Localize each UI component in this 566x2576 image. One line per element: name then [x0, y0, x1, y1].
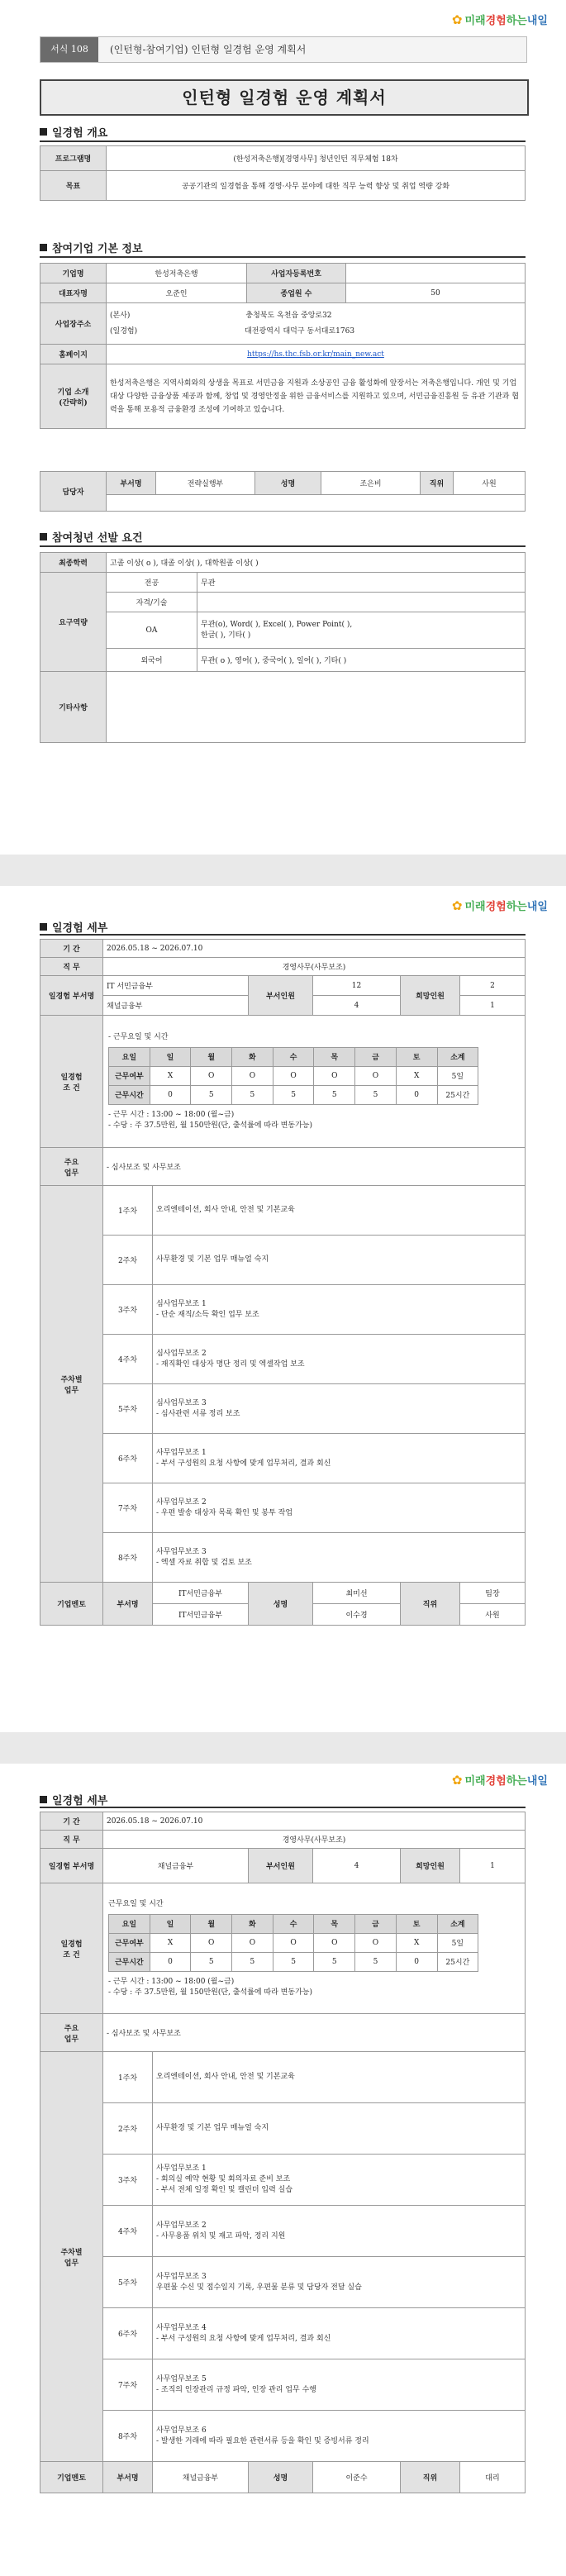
schedule-cell: 5 — [191, 1085, 232, 1104]
logo-icon: ✿ — [451, 1773, 463, 1788]
schedule-cell: O — [232, 1066, 273, 1085]
schedule-header: 일 — [150, 1047, 191, 1066]
schedule-cell: 근무여부 — [109, 1933, 150, 1952]
schedule-cell: 5 — [355, 1085, 397, 1104]
period-label: 기 간 — [40, 1812, 103, 1831]
form-header-bar — [40, 36, 527, 63]
condition-label: 일경험 조 건 — [40, 1016, 103, 1148]
job-value: 경영사무(사무보조) — [103, 1831, 526, 1849]
address-value: (본사) 충청북도 옥천읍 중앙로32 (일경험) 대전광역시 대덕구 동서대로1763 — [107, 303, 526, 345]
schedule-header: 소계 — [437, 1914, 478, 1933]
schedule-cell: 0 — [396, 1085, 437, 1104]
schedule-cell: 근무시간 — [109, 1952, 150, 1971]
schedule-cell: O — [314, 1066, 355, 1085]
schedule-header: 요일 — [109, 1914, 150, 1933]
staff-value: 50 — [346, 283, 526, 303]
schedule-cell: 25시간 — [437, 1085, 478, 1104]
schedule-cell: 5 — [191, 1952, 232, 1971]
schedule-table — [108, 1914, 478, 1972]
company-name: 한성저축은행 — [107, 264, 247, 283]
schedule-cell: 5 — [273, 1085, 314, 1104]
schedule-cell: X — [396, 1933, 437, 1952]
dept-count: 4 — [313, 996, 401, 1016]
cert-label: 자격/기술 — [107, 593, 197, 612]
week-label: 3주차 — [103, 2155, 153, 2206]
requirements-table — [40, 552, 526, 743]
week-label: 8주차 — [103, 2411, 153, 2462]
week-task: 사무업무보조 6 - 발생한 거래에 따라 필요한 관련서류 등을 확인 및 증빙서류 정리 — [153, 2411, 526, 2462]
square-bullet-icon — [40, 128, 47, 136]
goal-label: 목표 — [40, 171, 107, 201]
week-label: 5주차 — [103, 2257, 153, 2308]
program-value: (한성저축은행)[경영사무] 청년인턴 직무체험 18차 — [107, 146, 526, 171]
main-task-value: - 심사보조 및 사무보조 — [103, 2014, 526, 2052]
week-label: 6주차 — [103, 2308, 153, 2359]
contact-dept: 전략실행부 — [156, 472, 255, 495]
week-task: 사무업무보조 1 - 회의실 예약 현황 및 회의자료 준비 보조 - 부서 전체 일정 확인 및 캘린더 입력 실습 — [153, 2155, 526, 2206]
schedule-cell: O — [273, 1933, 314, 1952]
mentor-rank-label: 직위 — [401, 1583, 460, 1626]
dept-section-label: 일경험 부서명 — [40, 976, 103, 1016]
job-value: 경영사무(사무보조) — [103, 958, 526, 976]
week-label: 1주차 — [103, 1186, 153, 1236]
dept-count: 12 — [313, 976, 401, 996]
section-rule — [40, 545, 526, 547]
period-value: 2026.05.18 ~ 2026.07.10 — [103, 940, 526, 958]
week-task: 오리엔테이션, 회사 안내, 안전 및 기본교육 — [153, 1186, 526, 1236]
cert-value — [197, 593, 526, 612]
schedule-header: 수 — [273, 1914, 314, 1933]
week-task: 심사업무보조 2 - 재직확인 대상자 명단 정리 및 엑셀작업 보조 — [153, 1335, 526, 1384]
week-label: 2주차 — [103, 1236, 153, 1285]
contact-rank-label: 직위 — [421, 472, 454, 495]
section-heading-requirements: 참여청년 선발 요건 — [40, 529, 143, 545]
square-bullet-icon — [40, 244, 47, 251]
weekly-label: 주차별 업무 — [40, 2052, 103, 2462]
week-task: 사무업무보조 4 - 부서 구성원의 요청 사항에 맞게 업무처리, 결과 회신 — [153, 2308, 526, 2359]
mentor-dept-label: 부서명 — [103, 2462, 153, 2493]
condition-value: - 근무요일 및 시간 요일 일 월 화 수 목 금 토 소계 근무여부 X O O O O O X 5일 근무시간 0 5 5 5 5 5 0 25시간 - 근무 시간 : 13:00 ~ 18:00 (월~금) - 수당 : 주 37.5만원, 월 150만원(단, 출석률에 따라 변동가능) — [103, 1016, 526, 1148]
mentor-dept: 채널금융부 — [153, 2462, 249, 2493]
ceo-label: 대표자명 — [40, 283, 107, 303]
main-task-value: - 심사보조 및 사무보조 — [103, 1148, 526, 1186]
week-task: 사무업무보조 3 - 엑셀 자료 취합 및 검토 보조 — [153, 1533, 526, 1583]
section-rule — [40, 934, 526, 936]
staff-label: 종업원 수 — [247, 283, 346, 303]
schedule-cell: X — [396, 1066, 437, 1085]
details-table-2 — [40, 1812, 526, 2493]
contact-name: 조은비 — [321, 472, 421, 495]
page-3 — [0, 1764, 566, 2576]
schedule-cell: 5 — [232, 1085, 273, 1104]
document-title: 인턴형 일경험 운영 계획서 — [40, 79, 529, 116]
bizno-label: 사업자등록번호 — [247, 264, 346, 283]
schedule-header: 일 — [150, 1914, 191, 1933]
schedule-cell: O — [191, 1933, 232, 1952]
edu-value: 고졸 이상( o ), 대졸 이상( ), 대학원졸 이상( ) — [107, 553, 526, 573]
page-gap — [0, 855, 566, 886]
square-bullet-icon — [40, 923, 47, 931]
week-task: 사무환경 및 기본 업무 매뉴얼 숙지 — [153, 1236, 526, 1285]
week-label: 7주차 — [103, 1483, 153, 1533]
schedule-header: 소계 — [437, 1047, 478, 1066]
square-bullet-icon — [40, 533, 47, 540]
contact-name-label: 성명 — [255, 472, 321, 495]
schedule-cell: 5 — [273, 1952, 314, 1971]
period-value: 2026.05.18 ~ 2026.07.10 — [103, 1812, 526, 1831]
schedule-header: 화 — [232, 1914, 273, 1933]
schedule-cell: 5 — [355, 1952, 397, 1971]
goal-value: 공공기관의 일경험을 통해 경영·사무 분야에 대한 직무 능력 향상 및 취업 역량 강화 — [107, 171, 526, 201]
contact-label: 담당자 — [40, 472, 107, 512]
mentor-rank: 대리 — [460, 2462, 526, 2493]
brand-logo: ✿ 미래경험하는내일 — [451, 12, 548, 27]
week-label: 2주차 — [103, 2103, 153, 2155]
dept-want: 2 — [460, 976, 526, 996]
week-label: 6주차 — [103, 1434, 153, 1483]
week-label: 7주차 — [103, 2359, 153, 2411]
mentor-dept: IT서민금융부 — [153, 1604, 249, 1626]
mentor-name: 이수경 — [313, 1604, 401, 1626]
condition-label: 일경험 조 건 — [40, 1883, 103, 2014]
mentor-label: 기업멘토 — [40, 2462, 103, 2493]
schedule-cell: 0 — [150, 1085, 191, 1104]
week-task: 사무업무보조 2 - 사무용품 위치 및 재고 파악, 정리 지원 — [153, 2206, 526, 2257]
oa-label: OA — [107, 612, 197, 649]
dept-want-label: 희망인원 — [401, 1849, 460, 1883]
mentor-name: 이준수 — [313, 2462, 401, 2493]
week-task: 사무업무보조 5 - 조직의 인장관리 규정 파악, 인장 관리 업무 수행 — [153, 2359, 526, 2411]
section-heading-details: 일경험 세부 — [40, 1792, 107, 1807]
schedule-header: 금 — [355, 1914, 397, 1933]
schedule-cell: 5 — [314, 1085, 355, 1104]
schedule-cell: X — [150, 1933, 191, 1952]
schedule-header: 수 — [273, 1047, 314, 1066]
schedule-cell: 5 — [314, 1952, 355, 1971]
schedule-cell: 0 — [396, 1952, 437, 1971]
schedule-cell: O — [314, 1933, 355, 1952]
schedule-cell: O — [355, 1933, 397, 1952]
schedule-header: 월 — [191, 1914, 232, 1933]
schedule-cell: O — [273, 1066, 314, 1085]
dept-count-label: 부서인원 — [249, 976, 313, 1016]
dept-name: IT 서민금융부 — [103, 976, 249, 996]
schedule-header: 목 — [314, 1914, 355, 1933]
week-task: 심사업무보조 1 - 단순 재직/소득 확인 업무 보조 — [153, 1285, 526, 1335]
section-heading-details: 일경험 세부 — [40, 919, 107, 935]
main-task-label: 주요 업무 — [40, 2014, 103, 2052]
week-task: 사무업무보조 3 우편물 수신 및 접수일지 기록, 우편물 분류 및 담당자 전달 실습 — [153, 2257, 526, 2308]
homepage-label: 홈페이지 — [40, 345, 107, 364]
section-heading-overview: 일경험 개요 — [40, 124, 107, 140]
details-table-1 — [40, 939, 526, 1626]
dept-want-label: 희망인원 — [401, 976, 460, 1016]
week-label: 5주차 — [103, 1384, 153, 1434]
form-title: (인턴형-참여기업) 인턴형 일경험 운영 계획서 — [110, 44, 307, 55]
schedule-cell: 근무여부 — [109, 1066, 150, 1085]
logo-icon: ✿ — [451, 12, 463, 27]
schedule-cell: O — [232, 1933, 273, 1952]
contact-rank: 사원 — [454, 472, 526, 495]
schedule-cell: 근무시간 — [109, 1085, 150, 1104]
job-label: 직 무 — [40, 958, 103, 976]
schedule-cell: 5일 — [437, 1066, 478, 1085]
section-rule — [40, 1807, 526, 1808]
etc-value — [107, 672, 526, 743]
schedule-header: 화 — [232, 1047, 273, 1066]
form-number: 서식 108 — [40, 37, 98, 62]
dept-section-label: 일경험 부서명 — [40, 1849, 103, 1883]
mentor-dept: IT서민금융부 — [153, 1583, 249, 1604]
schedule-header: 월 — [191, 1047, 232, 1066]
schedule-header: 토 — [396, 1047, 437, 1066]
overview-table — [40, 145, 526, 201]
schedule-header: 토 — [396, 1914, 437, 1933]
week-task: 심사업무보조 3 - 심사관련 서류 정리 보조 — [153, 1384, 526, 1434]
week-label: 4주차 — [103, 2206, 153, 2257]
schedule-cell: X — [150, 1066, 191, 1085]
week-task: 사무환경 및 기본 업무 매뉴얼 숙지 — [153, 2103, 526, 2155]
section-heading-company: 참여기업 기본 정보 — [40, 240, 143, 255]
address-label: 사업장주소 — [40, 303, 107, 345]
main-task-label: 주요 업무 — [40, 1148, 103, 1186]
major-label: 전공 — [107, 573, 197, 593]
schedule-header: 금 — [355, 1047, 397, 1066]
job-label: 직 무 — [40, 1831, 103, 1849]
schedule-cell: 5 — [232, 1952, 273, 1971]
dept-name: 채널금융부 — [103, 1849, 249, 1883]
mentor-rank: 사원 — [460, 1604, 526, 1626]
page-1 — [0, 0, 566, 851]
mentor-label: 기업멘토 — [40, 1583, 103, 1626]
period-label: 기 간 — [40, 940, 103, 958]
major-value: 무관 — [197, 573, 526, 593]
dept-count-label: 부서인원 — [249, 1849, 313, 1883]
schedule-header: 목 — [314, 1047, 355, 1066]
schedule-cell: 5일 — [437, 1933, 478, 1952]
week-label: 8주차 — [103, 1533, 153, 1583]
schedule-header: 요일 — [109, 1047, 150, 1066]
ceo-value: 오준인 — [107, 283, 247, 303]
mentor-rank-label: 직위 — [401, 2462, 460, 2493]
logo-icon: ✿ — [451, 898, 463, 913]
company-name-label: 기업명 — [40, 264, 107, 283]
program-label: 프로그램명 — [40, 146, 107, 171]
dept-want: 1 — [460, 1849, 526, 1883]
oa-value: 무관(o), Word( ), Excel( ), Power Point( ), 한글( ), 기타( ) — [197, 612, 526, 649]
intro-value: 한성저축은행은 지역사회와의 상생을 목표로 서민금융 지원과 소상공인 금융 활성화에 앞장서는 저축은행입니다. 개인 및 기업 대상 다양한 금융상품 제공과 함께, 창업 및 경영안정을 위한 금융서비스를 지원하고 있으며, 서민금융진흥원 등 유관 기관과 협력을 통해 포용적 금융환경 조성에 기여하고 있습니다. — [107, 364, 526, 429]
week-label: 3주차 — [103, 1285, 153, 1335]
mentor-rank: 팀장 — [460, 1583, 526, 1604]
edu-label: 최종학력 — [40, 553, 107, 573]
week-label: 4주차 — [103, 1335, 153, 1384]
square-bullet-icon — [40, 1796, 47, 1803]
mentor-dept-label: 부서명 — [103, 1583, 153, 1626]
schedule-cell: O — [191, 1066, 232, 1085]
company-table — [40, 263, 526, 429]
contact-dept-label: 부서명 — [107, 472, 156, 495]
ability-label: 요구역량 — [40, 573, 107, 672]
homepage-link[interactable]: https://hs.thc.fsb.or.kr/main_new.act — [247, 350, 384, 359]
schedule-cell: O — [355, 1066, 397, 1085]
brand-logo: ✿ 미래경험하는내일 — [451, 1773, 548, 1788]
section-rule — [40, 256, 526, 258]
contact-table — [40, 471, 526, 512]
week-task: 사무업무보조 2 - 우편 발송 대상자 목록 확인 및 봉투 작업 — [153, 1483, 526, 1533]
etc-label: 기타사항 — [40, 672, 107, 743]
mentor-name-label: 성명 — [249, 1583, 313, 1626]
intro-label: 기업 소개 (간략히) — [40, 364, 107, 429]
lang-label: 외국어 — [107, 649, 197, 672]
week-task: 사무업무보조 1 - 부서 구성원의 요청 사항에 맞게 업무처리, 결과 회신 — [153, 1434, 526, 1483]
dept-count: 4 — [313, 1849, 401, 1883]
lang-value: 무관( o ), 영어( ), 중국어( ), 일어( ), 기타( ) — [197, 649, 526, 672]
week-label: 1주차 — [103, 2052, 153, 2103]
bizno-value — [346, 264, 526, 283]
brand-logo: ✿ 미래경험하는내일 — [451, 898, 548, 913]
page-gap — [0, 1732, 566, 1764]
schedule-table — [108, 1047, 478, 1105]
schedule-cell: 25시간 — [437, 1952, 478, 1971]
week-task: 오리엔테이션, 회사 안내, 안전 및 기본교육 — [153, 2052, 526, 2103]
weekly-label: 주차별 업무 — [40, 1186, 103, 1583]
mentor-name: 최미선 — [313, 1583, 401, 1604]
mentor-name-label: 성명 — [249, 2462, 313, 2493]
dept-name: 채널금융부 — [103, 996, 249, 1016]
section-rule — [40, 140, 526, 142]
condition-value: 근무요일 및 시간 요일 일 월 화 수 목 금 토 소계 근무여부 X O O O O O X 5일 근무시간 0 5 5 5 5 5 0 25시간 - 근무 시간 : 13:00 ~ 18:00 (월~금) - 수당 : 주 37.5만원, 월 150만원(단, 출석률에 따라 변동가능) — [103, 1883, 526, 2014]
page-2 — [0, 886, 566, 1729]
dept-want: 1 — [460, 996, 526, 1016]
schedule-cell: 0 — [150, 1952, 191, 1971]
